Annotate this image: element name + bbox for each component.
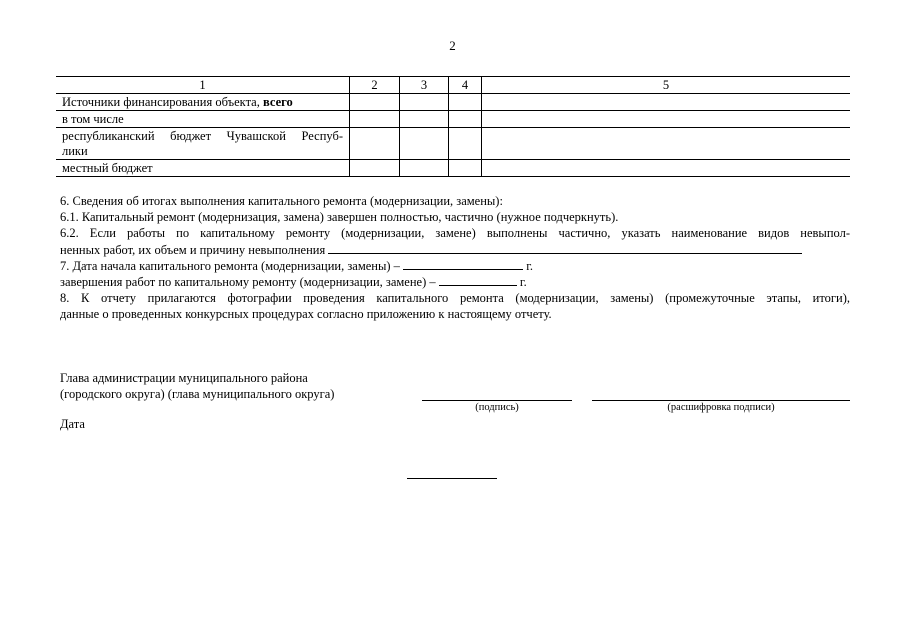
signatory-title-line2: (городского округа) (глава муниципального округа) xyxy=(60,387,335,401)
section-7-start-suffix: г. xyxy=(526,258,534,273)
table-cell xyxy=(482,160,851,177)
table-row xyxy=(56,128,850,160)
section-8-line2: данные о проведенных конкурсных процедурах согласно приложению к настоящему отчету. xyxy=(60,307,552,322)
signatory-title xyxy=(60,370,334,402)
report-text xyxy=(60,193,850,323)
section-7-start xyxy=(60,258,850,274)
section-7-end-suffix: г. xyxy=(519,275,527,290)
column-header-4: 4 xyxy=(449,77,482,94)
table-cell xyxy=(350,94,400,111)
table-row xyxy=(56,111,850,128)
section-8-line1: 8. К отчету прилагаются фотографии проведения капитального ремонта (модернизации, замены) (промежуточные этапы, итоги), xyxy=(60,291,850,306)
table-cell xyxy=(350,160,400,177)
table-row xyxy=(56,160,850,177)
row-label-total xyxy=(56,94,350,111)
date-label: Дата xyxy=(60,417,85,431)
section-6-2-line2 xyxy=(60,242,850,258)
section-6-heading: 6. Сведения об итогах выполнения капитального ремонта (модернизации, замены): xyxy=(60,194,503,208)
section-6-2-line1: 6.2. Если работы по капитальному ремонту (модернизации, замене) выполнены частично, указать наименование видов невыпол- xyxy=(60,226,850,241)
row-label-including: в том числе xyxy=(56,111,350,128)
table-header-row xyxy=(56,77,850,94)
name-decoding-caption: (расшифровка подписи) xyxy=(667,402,775,413)
table-cell xyxy=(449,128,482,160)
column-header-5: 5 xyxy=(482,77,851,94)
section-7-end-label: завершения работ по капитальному ремонту (модернизации, замене) – xyxy=(60,275,436,290)
signature-caption: (подпись) xyxy=(475,402,519,413)
table-cell xyxy=(449,94,482,111)
row-label-total-bold: всего xyxy=(262,95,293,109)
section-6-2-line2-text: ненных работ, их объем и причину невыполнения xyxy=(60,242,326,257)
row-label-local-budget: местный бюджет xyxy=(56,160,350,177)
financing-table xyxy=(56,76,850,177)
row-label-republican-line2: лики xyxy=(62,144,88,158)
table-cell xyxy=(482,111,851,128)
table-cell xyxy=(400,128,449,160)
section-7-start-label: 7. Дата начала капитального ремонта (модернизации, замены) – xyxy=(60,258,400,273)
column-header-2: 2 xyxy=(350,77,400,94)
document-end-rule xyxy=(407,478,497,479)
table-cell xyxy=(449,111,482,128)
end-date-blank xyxy=(439,274,517,286)
row-label-republican-budget xyxy=(56,128,350,160)
table-cell xyxy=(482,94,851,111)
section-6-1: 6.1. Капитальный ремонт (модернизация, замена) завершен полностью, частично (нужное подчеркнуть). xyxy=(60,210,619,225)
unfinished-works-blank xyxy=(328,242,802,254)
name-decoding-line xyxy=(592,400,850,401)
row-label-republican-line1: республиканский бюджет Чувашской Респуб- xyxy=(62,129,343,143)
table-row xyxy=(56,94,850,111)
column-header-1: 1 xyxy=(56,77,350,94)
table-cell xyxy=(482,128,851,160)
table-cell xyxy=(400,111,449,128)
row-label-total-prefix: Источники финансирования объекта, xyxy=(62,95,260,109)
column-header-3: 3 xyxy=(400,77,449,94)
signature-line xyxy=(422,400,572,401)
table-cell xyxy=(400,160,449,177)
table-cell xyxy=(350,111,400,128)
table-cell xyxy=(400,94,449,111)
signatory-title-line1: Глава администрации муниципального района xyxy=(60,371,308,385)
section-7-end xyxy=(60,274,850,290)
table-cell xyxy=(350,128,400,160)
table-cell xyxy=(449,160,482,177)
start-date-blank xyxy=(403,258,523,270)
page-number: 2 xyxy=(449,38,456,53)
